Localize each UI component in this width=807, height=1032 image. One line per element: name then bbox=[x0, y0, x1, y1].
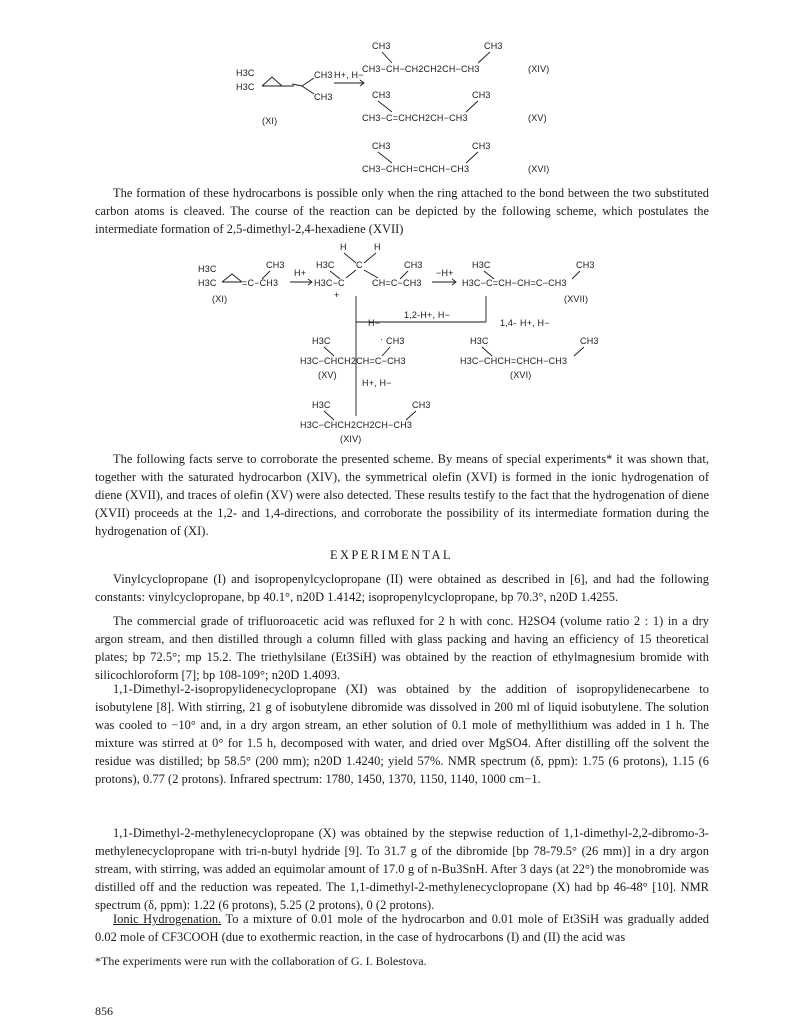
s2-reagent-minus-hplus: −H+ bbox=[436, 268, 454, 278]
s2-xi-ch3: CH3 bbox=[266, 260, 285, 270]
paragraph-1: The formation of these hydrocarbons is possible only when the ring attached to the bond between the two substituted carbon atoms is cleaved. The course of the reaction can be depicted by the following scheme, which postulates the intermediate formation of 2,5-dimethyl-2,4-hexadiene (XVII) bbox=[95, 186, 709, 236]
s2-reagent-hminus: H− bbox=[368, 318, 381, 328]
xvi-label: (XVI) bbox=[528, 164, 550, 174]
s2-plus: + bbox=[334, 290, 340, 300]
scheme1-h3c-left: H3C bbox=[236, 82, 255, 92]
s2-xiv-formula: H3C−CHCH2CH2CH−CH3 bbox=[300, 420, 413, 430]
scheme1-ch3-right: CH3 bbox=[314, 70, 333, 80]
xv-ch3-left: CH3 bbox=[372, 90, 391, 100]
s2-reagent-hplus-hminus: H+, H− bbox=[520, 318, 550, 328]
s2-label-xiv: (XIV) bbox=[340, 434, 362, 444]
xv-formula: CH3−C=CHCH2CH−CH3 bbox=[362, 113, 468, 123]
xv-label: (XV) bbox=[528, 113, 547, 123]
s2-xiv-h3c: H3C bbox=[312, 400, 331, 410]
s2-xv-dot: · bbox=[380, 334, 384, 344]
xvi-ch3-left: CH3 bbox=[372, 141, 391, 151]
paragraph-7 bbox=[95, 910, 709, 946]
s2-label-xvii: (XVII) bbox=[564, 294, 589, 304]
s2-label-xvi: (XVI) bbox=[510, 370, 532, 380]
s2-xi-h3c-top: H3C bbox=[198, 264, 217, 274]
page-number: 856 bbox=[95, 1004, 113, 1018]
s2-label-xv: (XV) bbox=[318, 370, 337, 380]
reaction-scheme-1 bbox=[0, 30, 807, 210]
paragraph-3: Vinylcyclopropane (I) and isopropenylcyclopropane (II) were obtained as described in [6], and had the following constants: vinylcyclopropane, bp 40.1°, n20D 1.4142; isopropenylcyclopropane, bp 70.3°, n20D 1.4255. bbox=[95, 572, 709, 604]
xvi-formula: CH3−CHCH=CHCH−CH3 bbox=[362, 164, 470, 174]
xv-ch3-right: CH3 bbox=[472, 90, 491, 100]
reaction-scheme-2 bbox=[0, 236, 807, 458]
section-heading: EXPERIMENTAL bbox=[330, 548, 453, 562]
s2-xvii-formula: H3C−C=CH−CH=C−CH3 bbox=[462, 278, 567, 288]
scheme1-reactant-label: (XI) bbox=[262, 116, 278, 126]
paragraph-4: The commercial grade of trifluoroacetic acid was refluxed for 2 h with conc. H2SO4 (volume ratio 2 : 1) in a dry argon stream, and then distilled through a column filled with glass packing and having an efficiency of 15 theoretical plates; bp 72.5°; mp 15.2. The triethylsilane (Et3SiH) was obtained by the reaction of ethylmagnesium bromide with silicochloroform [7]; bp 108-109°; n20D 1.4093. bbox=[95, 614, 709, 682]
s2-h-left: H bbox=[340, 242, 347, 252]
paragraph-7-title: Ionic Hydrogenation. bbox=[113, 912, 222, 926]
s2-xvii-h3c: H3C bbox=[472, 260, 491, 270]
s2-xi-h3c-left: H3C bbox=[198, 278, 217, 288]
s2-cation: H3C−C bbox=[314, 278, 345, 288]
s2-xi-row: =C−CH3 bbox=[242, 278, 279, 288]
s2-central-c: C bbox=[356, 260, 363, 270]
s2-diene: CH=C−CH3 bbox=[372, 278, 422, 288]
paragraph-5: 1,1-Dimethyl-2-isopropylidenecyclopropane (XI) was obtained by the addition of isopropylidenecarbene to isobutylene [8]. With stirring, 21 g of isobutylene dibromide was dissolved in 200 ml of liquid isobutylene. The solution was cooled to −10° and, in a dry argon stream, an ether solution of 0.1 mole of methyllithium was added in 1 h. The mixture was stirred at 0° for 1.5 h, decomposed with water, and dried over MgSO4. After distilling off the solvent the residue was distilled; bp 58.5° (200 mm); n20D 1.4240; yield 57%. NMR spectrum (δ, ppm): 1.75 (6 protons), 1.15 (6 protons), 0.77 (2 protons). Infrared spectrum: 1780, 1450, 1370, 1150, 1140, 1000 cm−1. bbox=[95, 682, 709, 786]
scheme1-h3c-top: H3C bbox=[236, 68, 255, 78]
paragraph-7-body: To a mixture of 0.01 mole of the hydrocarbon and 0.01 mole of Et3SiH was gradually added 0.02 mole of CF3COOH (due to exothermic reaction, in the case of hydrocarbons (I) and (II) the acid was bbox=[95, 912, 709, 944]
paragraph-2: The following facts serve to corroborate the presented scheme. By means of special experiments* it was shown that, together with the saturated hydrocarbon (XIV), the symmetrical olefin (XVI) is formed in the ionic hydrogenation of diene (XVII), and traces of olefin (XV) were also detected. These results testify to the fact that the hydrogenation of diene (XVII) proceeds at the 1,2- and 1,4-directions, and corroborate the possibility of its intermediate formation during the hydrogenation of (XI). bbox=[95, 452, 709, 538]
xvi-ch3-right: CH3 bbox=[472, 141, 491, 151]
s2-diene-ch3: CH3 bbox=[404, 260, 423, 270]
s2-label-xi: (XI) bbox=[212, 294, 228, 304]
xiv-label: (XIV) bbox=[528, 64, 550, 74]
s2-xv-formula: H3C−CHCH2CH=C−CH3 bbox=[300, 356, 406, 366]
s2-h-right: H bbox=[374, 242, 381, 252]
s2-reagent-14: 1,4- bbox=[500, 318, 517, 328]
s2-xvii-ch3: CH3 bbox=[576, 260, 595, 270]
s2-xvi-h3c: H3C bbox=[470, 336, 489, 346]
s2-cation-h3c: H3C bbox=[316, 260, 335, 270]
xiv-ch3-left: CH3 bbox=[372, 41, 391, 51]
xiv-formula: CH3−CH−CH2CH2CH−CH3 bbox=[362, 64, 480, 74]
footnote: *The experiments were run with the collaboration of G. I. Bolestova. bbox=[95, 954, 427, 968]
s2-reagent-hplus-hminus-2: H+, H− bbox=[362, 378, 392, 388]
s2-xvi-formula: H3C−CHCH=CHCH−CH3 bbox=[460, 356, 568, 366]
s2-xiv-ch3: CH3 bbox=[412, 400, 431, 410]
s2-reagent-hplus: H+ bbox=[294, 268, 307, 278]
s2-reagent-12: 1,2-H+, H− bbox=[404, 310, 451, 320]
paragraph-6: 1,1-Dimethyl-2-methylenecyclopropane (X) was obtained by the stepwise reduction of 1,1-dimethyl-2,2-dibromo-3-methylenecyclopropane with tri-n-butyl hydride [9]. To 31.7 g of the dibromide [bp 78-79.5° (26 mm)] in a dry argon stream, with stirring, was added an equimolar amount of 17.0 g of n-Bu3SnH. After 3 days (at 22°) the monobromide was distilled off and the reduction was repeated. The 1,1-dimethyl-2-methylenecyclopropane (X) had bp 46-48° [10]. NMR spectrum (δ, ppm): 1.22 (6 protons), 5.25 (2 protons), 0 (2 protons). bbox=[95, 826, 709, 912]
xiv-ch3-right: CH3 bbox=[484, 41, 503, 51]
s2-xv-ch3: CH3 bbox=[386, 336, 405, 346]
scheme1-reagent: H+, H− bbox=[334, 70, 364, 80]
scheme1-ch3-bottom: CH3 bbox=[314, 92, 333, 102]
s2-xv-h3c: H3C bbox=[312, 336, 331, 346]
s2-xvi-ch3: CH3 bbox=[580, 336, 599, 346]
scheme1-ring-bond bbox=[262, 77, 294, 86]
